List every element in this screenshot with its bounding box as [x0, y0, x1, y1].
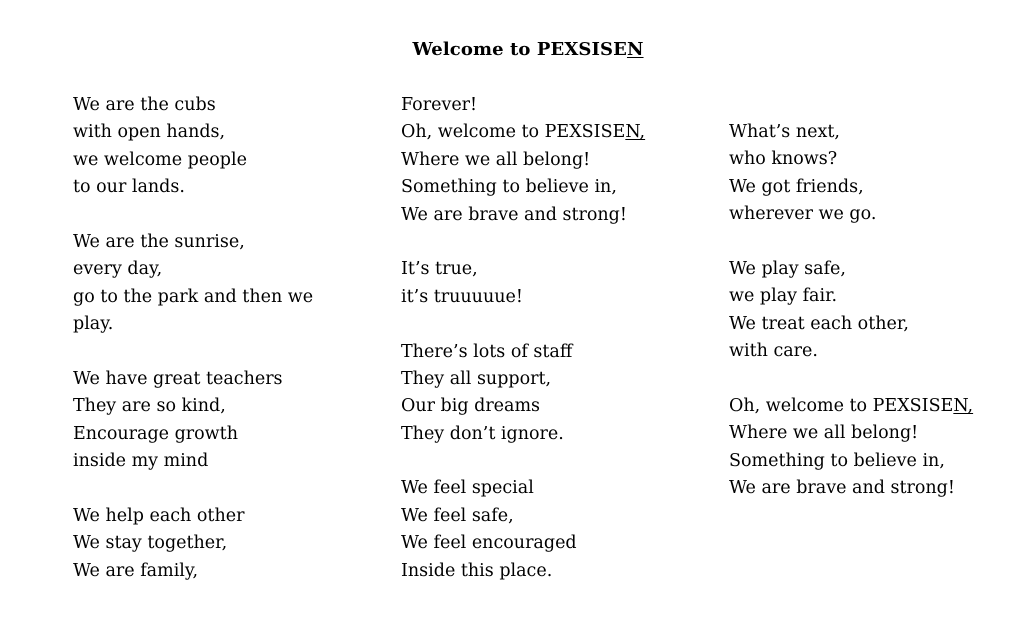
poem-line-text: We feel encouraged: [401, 533, 577, 554]
poem-line-underlined: N,: [953, 395, 974, 416]
poem-line-text: to our lands.: [73, 177, 185, 198]
poem-line-text: we welcome people: [73, 149, 247, 170]
poem-line: [729, 311, 973, 338]
poem-line: [73, 448, 313, 475]
poem-line-text: We feel special: [401, 478, 534, 499]
stanza: [729, 393, 973, 503]
poem-line-text: Inside this place.: [401, 560, 553, 581]
stanza: [73, 92, 313, 202]
poem-line: [729, 338, 973, 365]
stanza: [73, 229, 313, 339]
poem-line-text: There’s lots of staff: [401, 341, 573, 362]
poem-line: [401, 119, 645, 146]
poem-line-underlined: N,: [625, 122, 646, 143]
poem-line-text: who knows?: [729, 149, 838, 170]
poem-line-text: We are the cubs: [73, 95, 216, 115]
poem-line-text: They are so kind,: [73, 396, 226, 417]
poem-line: [401, 174, 645, 201]
poem-line: [729, 393, 973, 420]
stanza: [73, 366, 313, 476]
poem-column-1: [73, 92, 313, 585]
poem-line-text: We treat each other,: [729, 313, 909, 334]
poem-line: [73, 311, 313, 338]
stanza: [729, 256, 973, 366]
poem-line-text: We help each other: [73, 505, 245, 526]
poem-line: [729, 201, 973, 228]
poem-line: [73, 558, 313, 585]
poem-column-2: [401, 92, 645, 585]
poem-line: [401, 503, 645, 530]
poem-line: [401, 256, 645, 283]
poem-line-text: play.: [73, 314, 114, 335]
poem-line-text: We are the sunrise,: [73, 231, 245, 252]
stanza: [729, 119, 973, 229]
poem-line-text: inside my mind: [73, 451, 209, 472]
poem-line-text: with care.: [729, 341, 818, 362]
poem-line: [73, 147, 313, 174]
poem-line: [401, 421, 645, 448]
poem-line-text: Oh, welcome to PEXSISE: [729, 395, 954, 416]
poem-line: [401, 475, 645, 502]
poem-line: [401, 366, 645, 393]
stanza: [73, 503, 313, 585]
title-underlined-letter: N: [626, 39, 644, 60]
poem-line: [73, 366, 313, 393]
poem-line: [401, 147, 645, 174]
poem-line-text: Something to believe in,: [401, 177, 617, 198]
poem-line-text: wherever we go.: [729, 204, 877, 225]
stanza: [401, 256, 645, 311]
poem-line: [73, 421, 313, 448]
stanza: [401, 92, 645, 229]
poem-line: [401, 92, 645, 119]
poem-line: [401, 530, 645, 557]
poem-line-text: it’s truuuuue!: [401, 286, 523, 307]
poem-line-text: We got friends,: [729, 176, 864, 197]
poem-line-text: Where we all belong!: [729, 423, 919, 444]
poem-line: [729, 448, 973, 475]
poem-line-text: It’s true,: [401, 259, 478, 280]
poem-line: [401, 558, 645, 585]
poem-line: [73, 503, 313, 530]
poem-line: [73, 256, 313, 283]
poem-line: [729, 420, 973, 447]
poem-line-text: We stay together,: [73, 533, 228, 554]
stanza: [401, 475, 645, 585]
poem-line: [73, 229, 313, 256]
poem-line: [729, 283, 973, 310]
page-title: [0, 39, 1020, 60]
poem-line: [729, 174, 973, 201]
poem-line-text: every day,: [73, 259, 163, 280]
poem-line: [73, 284, 313, 311]
poem-line: [73, 393, 313, 420]
poem-line: [729, 119, 973, 146]
poem-line: [401, 202, 645, 229]
poem-line-text: They don’t ignore.: [401, 423, 564, 444]
stanza: [401, 339, 645, 449]
poem-line: [401, 284, 645, 311]
poem-line-text: Something to believe in,: [729, 450, 945, 471]
poem-line-text: with open hands,: [73, 122, 226, 143]
poem-line-text: We have great teachers: [73, 368, 283, 389]
poem-line-text: They all support,: [401, 368, 552, 389]
poem-line-text: Encourage growth: [73, 423, 238, 444]
poem-line-text: We feel safe,: [401, 505, 514, 526]
poem-line: [401, 339, 645, 366]
poem-line: [73, 119, 313, 146]
poem-line-text: go to the park and then we: [73, 286, 314, 307]
poem-line-text: we play fair.: [729, 286, 838, 307]
poem-column-3: [729, 119, 973, 502]
poem-line-text: What’s next,: [729, 122, 840, 142]
poem-line-text: Where we all belong!: [401, 149, 591, 170]
poem-line: [729, 256, 973, 283]
poem-line-text: Oh, welcome to PEXSISE: [401, 122, 626, 143]
poem-line-text: Our big dreams: [401, 396, 541, 417]
poem-line-text: We are family,: [73, 560, 199, 581]
poem-line: [729, 475, 973, 502]
poem-line: [73, 92, 313, 119]
poem-line-text: We are brave and strong!: [729, 478, 955, 499]
poem-line-text: Forever!: [401, 95, 478, 115]
poem-line-text: We play safe,: [729, 258, 846, 279]
title-text: Welcome to PEXSISE: [412, 39, 627, 60]
poem-line: [729, 146, 973, 173]
poem-line-text: We are brave and strong!: [401, 204, 627, 225]
poem-line: [401, 393, 645, 420]
poem-line: [73, 174, 313, 201]
poem-line: [73, 530, 313, 557]
